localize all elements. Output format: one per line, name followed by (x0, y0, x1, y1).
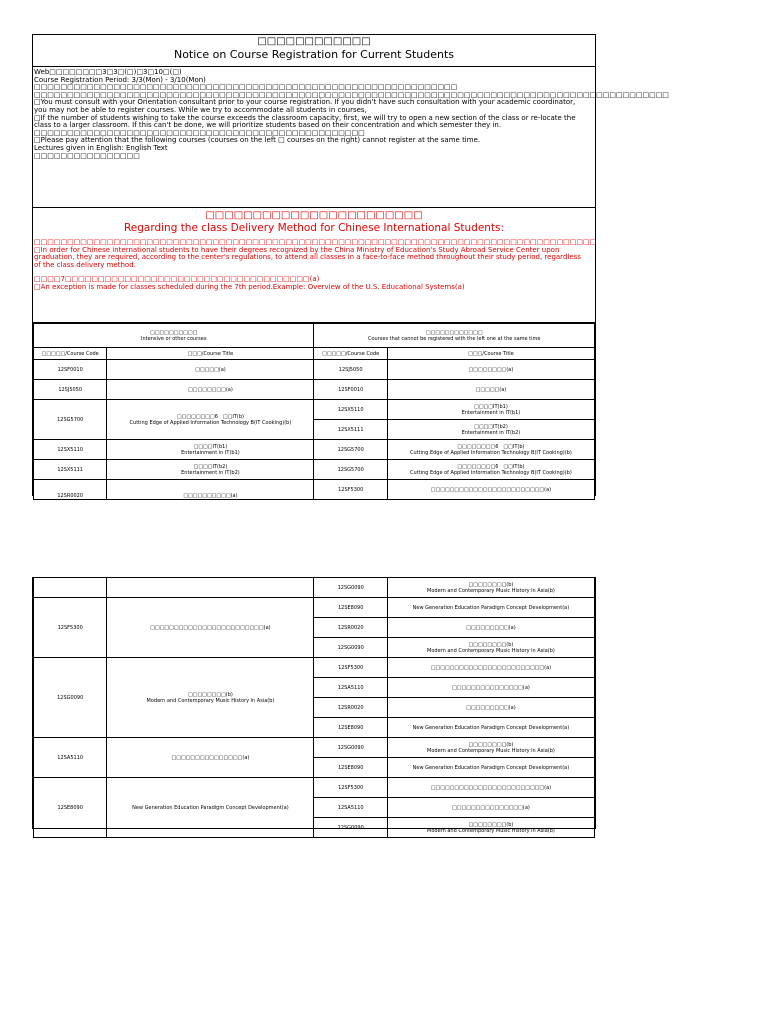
left-course-code: 12SA5110 (34, 738, 107, 778)
right-course-code: 12SA5110 (314, 798, 387, 818)
right-course-code: 12SG0090 (314, 578, 387, 598)
course-conflict-table-continued (33, 577, 595, 838)
right-course-code: 12SG5700 (314, 440, 387, 460)
right-course-title: New Generation Education Paradigm Concept Development(a) (387, 718, 594, 738)
left-course-title: □□□□□□□□□□□□□□□□□□□□□□□□(a) (107, 598, 314, 658)
course-title-header: □□□/Course Title (387, 348, 594, 360)
right-course-code: 12SE8090 (314, 758, 387, 778)
notice-line: □Please pay attention that the following courses (courses on the left □ courses on the right) cannot register at the same time. (34, 136, 481, 145)
table-row (34, 460, 595, 480)
left-course-title: □□□□IT(b1) Entertainment in IT(b1) (107, 440, 314, 460)
china-notice-line: □In order for Chinese international students to have their degrees recognized by the China Ministry of Education's Study Abroad Service Center upon (34, 245, 560, 254)
right-course-code: 12SG0090 (314, 638, 387, 658)
right-course-code: 12SF5300 (314, 778, 387, 798)
left-course-title: □□□□□□□□6 □□IT(b) Cutting Edge of Applied Information Technology B(IT Cooking)(b) (107, 400, 314, 440)
page-2 (32, 577, 596, 834)
left-course-title: □□□□□□□□□□(a) (107, 480, 314, 500)
right-course-code: 12SX5110 (314, 400, 387, 420)
course-code-header: □□□□□/Course Code (314, 348, 387, 360)
left-course-code: 12SE8090 (34, 778, 107, 838)
china-notice-title-english: Regarding the class Delivery Method for Chinese International Students: (123, 222, 505, 234)
table-row (34, 480, 595, 500)
right-course-code: 12SF5300 (314, 658, 387, 678)
right-course-title: □□□□□□□□□(a) (387, 698, 594, 718)
page-1 (32, 34, 669, 499)
left-course-code: 12SX5111 (34, 460, 107, 480)
right-course-title: □□□□□□□□□□□□□□□(a) (387, 798, 594, 818)
right-course-code: 12SR0020 (314, 698, 387, 718)
left-course-code: 12SX5110 (34, 440, 107, 460)
notice-line: Lectures given in English: English Text (34, 143, 168, 152)
right-course-code: 12SR0020 (314, 618, 387, 638)
notice-line: Web□□□□□□□□3□3□(□)□3□10□(□) (34, 68, 182, 76)
right-course-title: □□□□□□□□6 □□IT(b) Cutting Edge of Applied Information Technology B(IT Cooking)(b) (387, 440, 594, 460)
right-course-code: 12SG5700 (314, 460, 387, 480)
table-row (34, 440, 595, 460)
left-course-title: □□□□□□□□□□□□□□□(a) (107, 738, 314, 778)
left-course-code: 12SF0010 (34, 360, 107, 380)
right-course-title: New Generation Education Paradigm Concept Development(a) (387, 598, 594, 618)
right-course-code: 12SF0010 (314, 380, 387, 400)
notice-line: class to a larger classroom. If this can't be done, we will prioritize students based on their concentration and which semester they in. (34, 121, 502, 130)
right-course-code: 12SE8090 (314, 718, 387, 738)
china-notice-line: □An exception is made for classes scheduled during the 7th period.Example: Overview of the U.S. Educational Systems(a) (34, 282, 465, 291)
right-course-title: New Generation Education Paradigm Concept Development(a) (387, 758, 594, 778)
right-course-title: □□□□□(a) (387, 380, 594, 400)
left-course-code: 12SJ5050 (34, 380, 107, 400)
right-course-code: 12SE8090 (314, 598, 387, 618)
left-course-code (34, 578, 107, 598)
china-notice-title-japanese: □□□□□□□□□□□□□□□□□□□□□□□ (205, 210, 423, 221)
right-course-title: □□□□□□□□(b) Modern and Contemporary Music History in Asia(b) (387, 818, 594, 838)
right-course-title: □□□□□□□□□(a) (387, 618, 594, 638)
table-row (34, 778, 595, 798)
notice-line: you may not be able to register courses. While we try to accommodate all students in courses, (34, 105, 367, 114)
table-row (34, 360, 595, 380)
title-japanese: □□□□□□□□□□□□ (257, 36, 371, 47)
notice-line: □□□□□□□□□□□□□□□□□□□□□□□□□□□□□□□□□□□□□□□□□□□□□□□□□□□□□□□□□□□□□□□□ (34, 83, 458, 92)
notice-line: □You must consult with your Orientation consultant prior to your course registration. If you didn't have such consultation with your academic coordinator, (34, 98, 576, 107)
left-course-code: 12SR0020 (34, 480, 107, 500)
right-course-title: □□□□□□□□(a) (387, 360, 594, 380)
china-notice-line: □□□□□□□□□□□□□□□□□□□□□□□□□□□□□□□□□□□□□□□□□□□□□□□□□□□□□□□□□□□□□□□□□□□□□□□□□□□□□□□□□□□□□ (34, 238, 597, 246)
left-course-title: New Generation Education Paradigm Concept Development(a) (107, 778, 314, 838)
notice-line: □□□□□□□□□□□□□□□□ (34, 151, 140, 160)
notice-line: □□□□□□□□□□□□□□□□□□□□□□□□□□□□□□□□□□□□□□□□□□□□□□□□□□ (34, 128, 365, 137)
right-course-code: 12SJ5050 (314, 360, 387, 380)
right-course-title: □□□□□□□□(b) Modern and Contemporary Music History in Asia(b) (387, 738, 594, 758)
left-course-title: □□□□□□□□(a) (107, 380, 314, 400)
left-course-title (107, 578, 314, 598)
notice-line: Course Registration Period: 3/3(Mon) - 3/10(Mon) (34, 75, 206, 84)
right-course-title: □□□□IT(b2) Entertainment in IT(b2) (387, 420, 594, 440)
right-course-title: □□□□□□□□□□□□□□□□□□□□□□□□(a) (387, 778, 594, 798)
course-code-header: □□□□□/Course Code (34, 348, 107, 360)
left-course-code: 12SF5300 (34, 598, 107, 658)
notice-line: □□□□□□□□□□□□□□□□□□□□□□□□□□□□□□□□□□□□□□□□□□□□□□□□□□□□□□□□□□□□□□□□□□□□□□□□□□□□□□□□□□□□□□□□□□□□□□□□ (34, 90, 669, 99)
right-group-header: □□□□□□□□□□□□ Courses that cannot be registered with the left one at the same time (314, 324, 595, 348)
china-notice-line: □□□□7□□□□□□□□□□□□□□□□□□□□□□□□□□□□□□□□□□□□□(a) (34, 275, 320, 284)
table-row (34, 658, 595, 678)
left-group-header: □□□□□□□□□□ Intensive or other courses (34, 324, 314, 348)
table-row (34, 598, 595, 618)
table-row (34, 400, 595, 420)
title-box (33, 35, 595, 67)
left-course-title: □□□□□□□□(b) Modern and Contemporary Music History in Asia(b) (107, 658, 314, 738)
china-students-notice (33, 208, 595, 323)
right-course-code: 12SF5300 (314, 480, 387, 500)
registration-notice (33, 67, 669, 208)
course-conflict-table (33, 323, 595, 500)
right-course-code: 12SG0090 (314, 738, 387, 758)
left-course-code: 12SG0090 (34, 658, 107, 738)
right-course-title: □□□□□□□□□□□□□□□(a) (387, 678, 594, 698)
right-course-title: □□□□IT(b1) Entertainment in IT(b1) (387, 400, 594, 420)
right-course-code: 12SG0090 (314, 818, 387, 838)
title-english: Notice on Course Registration for Current Students (173, 48, 455, 61)
table-row (34, 380, 595, 400)
right-course-title: □□□□□□□□□□□□□□□□□□□□□□□□(a) (387, 480, 594, 500)
table-row (34, 738, 595, 758)
course-title-header: □□□/Course Title (107, 348, 314, 360)
left-course-title: □□□□IT(b2) Entertainment in IT(b2) (107, 460, 314, 480)
table-row (34, 578, 595, 598)
right-course-title: □□□□□□□□(b) Modern and Contemporary Music History in Asia(b) (387, 638, 594, 658)
china-notice-line: of the class delivery method. (34, 260, 136, 269)
right-course-code: 12SA5110 (314, 678, 387, 698)
right-course-code: 12SX5111 (314, 420, 387, 440)
left-course-code: 12SG5700 (34, 400, 107, 440)
china-notice-line: graduation, they are required, according to the center's regulations, to attend all classes in a face-to-face method throughout their study period, regardless (34, 253, 581, 262)
left-course-title: □□□□□(a) (107, 360, 314, 380)
right-course-title: □□□□□□□□□□□□□□□□□□□□□□□□(a) (387, 658, 594, 678)
notice-line: □If the number of students wishing to take the course exceeds the classroom capacity, first, we will try to open a new section of the class or re-locate the (34, 113, 576, 122)
right-course-title: □□□□□□□□(b) Modern and Contemporary Music History in Asia(b) (387, 578, 594, 598)
right-course-title: □□□□□□□□6 □□IT(b) Cutting Edge of Applied Information Technology B(IT Cooking)(b) (387, 460, 594, 480)
